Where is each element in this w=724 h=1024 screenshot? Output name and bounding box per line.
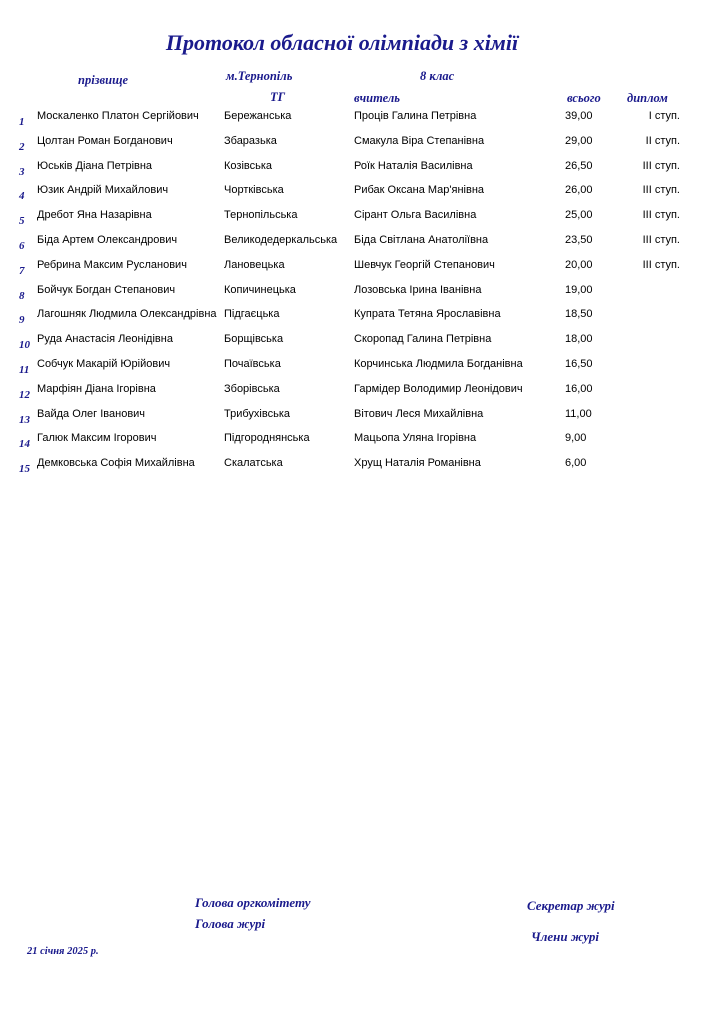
header-city: м.Тернопіль	[226, 69, 293, 83]
diploma-level: I ступ.	[648, 110, 680, 122]
community-name: Тернопільська	[224, 209, 298, 222]
teacher-name: Сірант Ольга Василівна	[354, 209, 477, 222]
community-name: Трибухівська	[224, 407, 290, 420]
total-score: 25,00	[565, 209, 593, 222]
row-number: 8	[19, 289, 25, 302]
participant-name: Лагошняк Людмила Олександрівна	[37, 308, 217, 321]
diploma-level: III ступ.	[642, 234, 680, 246]
community-name: Збаразька	[224, 134, 277, 147]
diploma-level: III ступ.	[642, 209, 680, 222]
community-name: Підгаєцька	[224, 308, 280, 321]
header-diploma: диплом	[627, 91, 668, 105]
jury-head-label: Голова журі	[195, 916, 266, 931]
row-number: 6	[19, 240, 25, 252]
table-row	[0, 135, 724, 159]
community-name: Лановецька	[224, 258, 285, 271]
participant-name: Дребот Яна Назарівна	[37, 209, 152, 222]
org-committee-head-label: Голова оргкомітету	[195, 895, 311, 910]
header-grade: 8 клас	[420, 69, 455, 83]
total-score: 20,00	[565, 258, 593, 271]
teacher-name: Хрущ Наталія Романівна	[354, 457, 481, 470]
table-row	[0, 333, 724, 357]
diploma-level: III ступ.	[642, 159, 680, 172]
diploma-level: III ступ.	[642, 184, 680, 197]
participant-name: Галюк Максим Ігорович	[37, 432, 157, 445]
teacher-name: Смакула Віра Степанівна	[354, 134, 485, 147]
row-number: 7	[19, 264, 25, 277]
total-score: 26,00	[565, 184, 593, 197]
table-row	[0, 184, 724, 208]
community-name: Почаївська	[224, 358, 281, 370]
diploma-level: II ступ.	[645, 134, 680, 147]
row-number: 5	[19, 215, 25, 228]
total-score: 16,50	[565, 358, 593, 370]
row-number: 3	[19, 165, 25, 178]
participant-name: Ребрина Максим Русланович	[37, 258, 187, 271]
teacher-name: Гармідер Володимир Леонідович	[354, 382, 523, 395]
teacher-name: Вітович Леся Михайлівна	[354, 407, 484, 420]
community-name: Зборівська	[224, 382, 280, 395]
page-title: Протокол обласної олімпіади з хімії	[165, 30, 519, 55]
teacher-name: Роїк Наталія Василівна	[354, 159, 473, 172]
table-row	[0, 408, 724, 432]
jury-members-label: Члени журі	[531, 929, 599, 944]
participant-name: Біда Артем Олександрович	[37, 234, 178, 246]
total-score: 18,50	[565, 308, 593, 321]
total-score: 23,50	[565, 234, 593, 246]
participant-name: Бойчук Богдан Степанович	[37, 283, 176, 296]
row-number: 9	[19, 314, 25, 327]
row-number: 13	[19, 413, 30, 426]
table-row	[0, 284, 724, 308]
total-score: 19,00	[565, 283, 593, 296]
teacher-name: Лозовська Ірина Іванівна	[354, 283, 482, 296]
participant-name: Вайда Олег Іванович	[37, 407, 146, 420]
teacher-name: Мацьопа Уляна Ігорівна	[354, 432, 477, 445]
row-number: 14	[19, 438, 30, 451]
row-number: 1	[19, 116, 25, 128]
participant-name: Москаленко Платон Сергійович	[37, 110, 199, 122]
table-row	[0, 110, 724, 134]
total-score: 11,00	[565, 407, 592, 420]
document-date: 21 січня 2025 р.	[27, 946, 99, 957]
row-number: 12	[19, 388, 30, 401]
community-name: Борщівська	[224, 333, 284, 346]
row-number: 4	[19, 190, 25, 203]
table-row	[0, 457, 724, 481]
community-name: Великодедеркальська	[224, 234, 338, 246]
teacher-name: Біда Світлана Анатоліївна	[354, 234, 489, 246]
teacher-name: Купрата Тетяна Ярославівна	[354, 308, 501, 321]
diploma-level: III ступ.	[642, 258, 680, 271]
header-surname: прізвище	[78, 73, 129, 87]
table-row	[0, 209, 724, 233]
participant-name: Руда Анастасія Леонідівна	[37, 333, 173, 346]
participant-name: Юзик Андрій Михайлович	[37, 184, 169, 197]
table-row	[0, 432, 724, 456]
teacher-name: Скоропад Галина Петрівна	[354, 333, 492, 346]
total-score: 9,00	[565, 432, 587, 445]
total-score: 29,00	[565, 134, 593, 147]
total-score: 18,00	[565, 333, 593, 346]
community-name: Копичинецька	[224, 283, 296, 296]
community-name: Бережанська	[224, 110, 292, 122]
participant-name: Юськів Діана Петрівна	[37, 159, 153, 172]
participant-name: Цолтан Роман Богданович	[37, 134, 173, 147]
table-row	[0, 160, 724, 184]
community-name: Підгороднянська	[224, 432, 310, 445]
participant-name: Собчук Макарій Юрійович	[37, 358, 171, 370]
row-number: 2	[19, 140, 25, 153]
header-teacher: вчитель	[354, 91, 401, 105]
table-row	[0, 308, 724, 332]
table-row	[0, 383, 724, 407]
community-name: Чортківська	[224, 184, 284, 197]
total-score: 16,00	[565, 382, 593, 395]
teacher-name: Проців Галина Петрівна	[354, 110, 477, 122]
community-name: Скалатська	[224, 457, 283, 470]
row-number: 10	[19, 339, 30, 352]
table-row	[0, 358, 724, 382]
header-total: всього	[567, 91, 601, 105]
header-tg: ТГ	[270, 90, 286, 104]
participant-name: Демковська Софія Михайлівна	[37, 457, 195, 470]
teacher-name: Корчинська Людмила Богданівна	[354, 358, 523, 370]
teacher-name: Рибак Оксана Мар'янівна	[354, 184, 485, 197]
participant-name: Марфіян Діана Ігорівна	[37, 382, 156, 395]
table-row	[0, 234, 724, 258]
total-score: 39,00	[565, 110, 593, 122]
table-row	[0, 259, 724, 283]
jury-secretary-label: Секретар журі	[527, 898, 615, 913]
row-number: 11	[19, 364, 30, 376]
total-score: 6,00	[565, 457, 587, 470]
community-name: Козівська	[224, 159, 273, 172]
total-score: 26,50	[565, 159, 593, 172]
row-number: 15	[19, 463, 30, 476]
teacher-name: Шевчук Георгій Степанович	[354, 258, 495, 271]
